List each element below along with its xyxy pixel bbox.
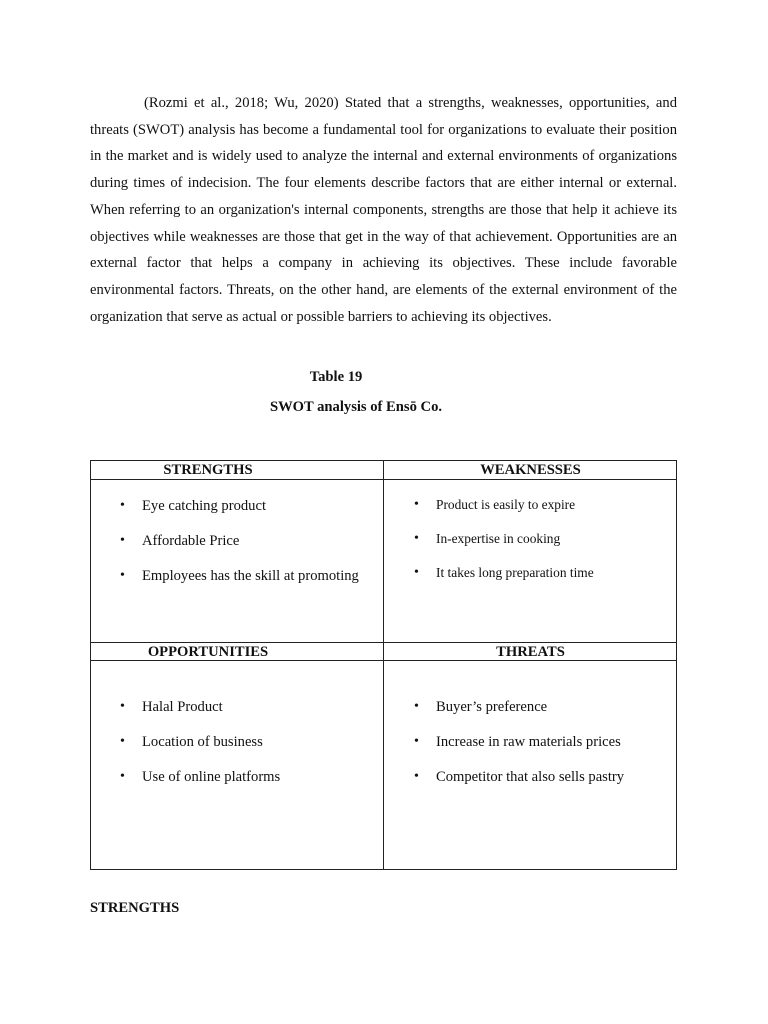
threats-heading: THREATS <box>496 644 565 660</box>
threats-list <box>414 699 624 786</box>
list-item: • Affordable Price <box>120 533 359 550</box>
list-item: • Buyer’s preference <box>414 699 624 716</box>
table-title: SWOT analysis of Ensō Co. <box>269 399 443 415</box>
section-heading: STRENGTHS <box>90 900 180 916</box>
list-item: • In-expertise in cooking <box>414 531 594 547</box>
list-item: • Competitor that also sells pastry <box>414 769 624 786</box>
list-item: • Location of business <box>120 734 280 751</box>
row-divider <box>91 479 676 480</box>
list-item: • Halal Product <box>120 699 280 716</box>
swot-table <box>90 460 677 870</box>
weaknesses-heading: WEAKNESSES <box>480 462 581 478</box>
weaknesses-list <box>414 497 594 581</box>
strengths-list <box>120 498 359 585</box>
list-item: • Eye catching product <box>120 498 359 515</box>
intro-paragraph: (Rozmi et al., 2018; Wu, 2020) Stated that a strengths, weaknesses, opportunities, and threats (SWOT) analysis has become a fundamental tool for organizations to evaluate their position in the market and is widely used to analyze the internal and external environments of organizations during times of indecision. The four elements describe factors that are either internal or external. When referring to an organization's internal components, strengths are those that help it achieve its objectives while weaknesses are those that get in the way of that achievement. Opportunities are an external factor that helps a company in achieving its objectives. These include favorable environmental factors. Threats, on the other hand, are elements of the external environment of the organization that serve as actual or possible barriers to achieving its objectives. <box>90 95 677 325</box>
opportunities-heading: OPPORTUNITIES <box>147 644 269 660</box>
table-number: Table 19 <box>309 369 363 385</box>
opportunities-list <box>120 699 280 786</box>
column-divider <box>383 461 384 869</box>
list-item: • Increase in raw materials prices <box>414 734 624 751</box>
list-item: • It takes long preparation time <box>414 565 594 581</box>
list-item: • Employees has the skill at promoting <box>120 568 359 585</box>
strengths-heading: STRENGTHS <box>163 462 253 478</box>
list-item: • Product is easily to expire <box>414 497 594 513</box>
list-item: • Use of online platforms <box>120 769 280 786</box>
